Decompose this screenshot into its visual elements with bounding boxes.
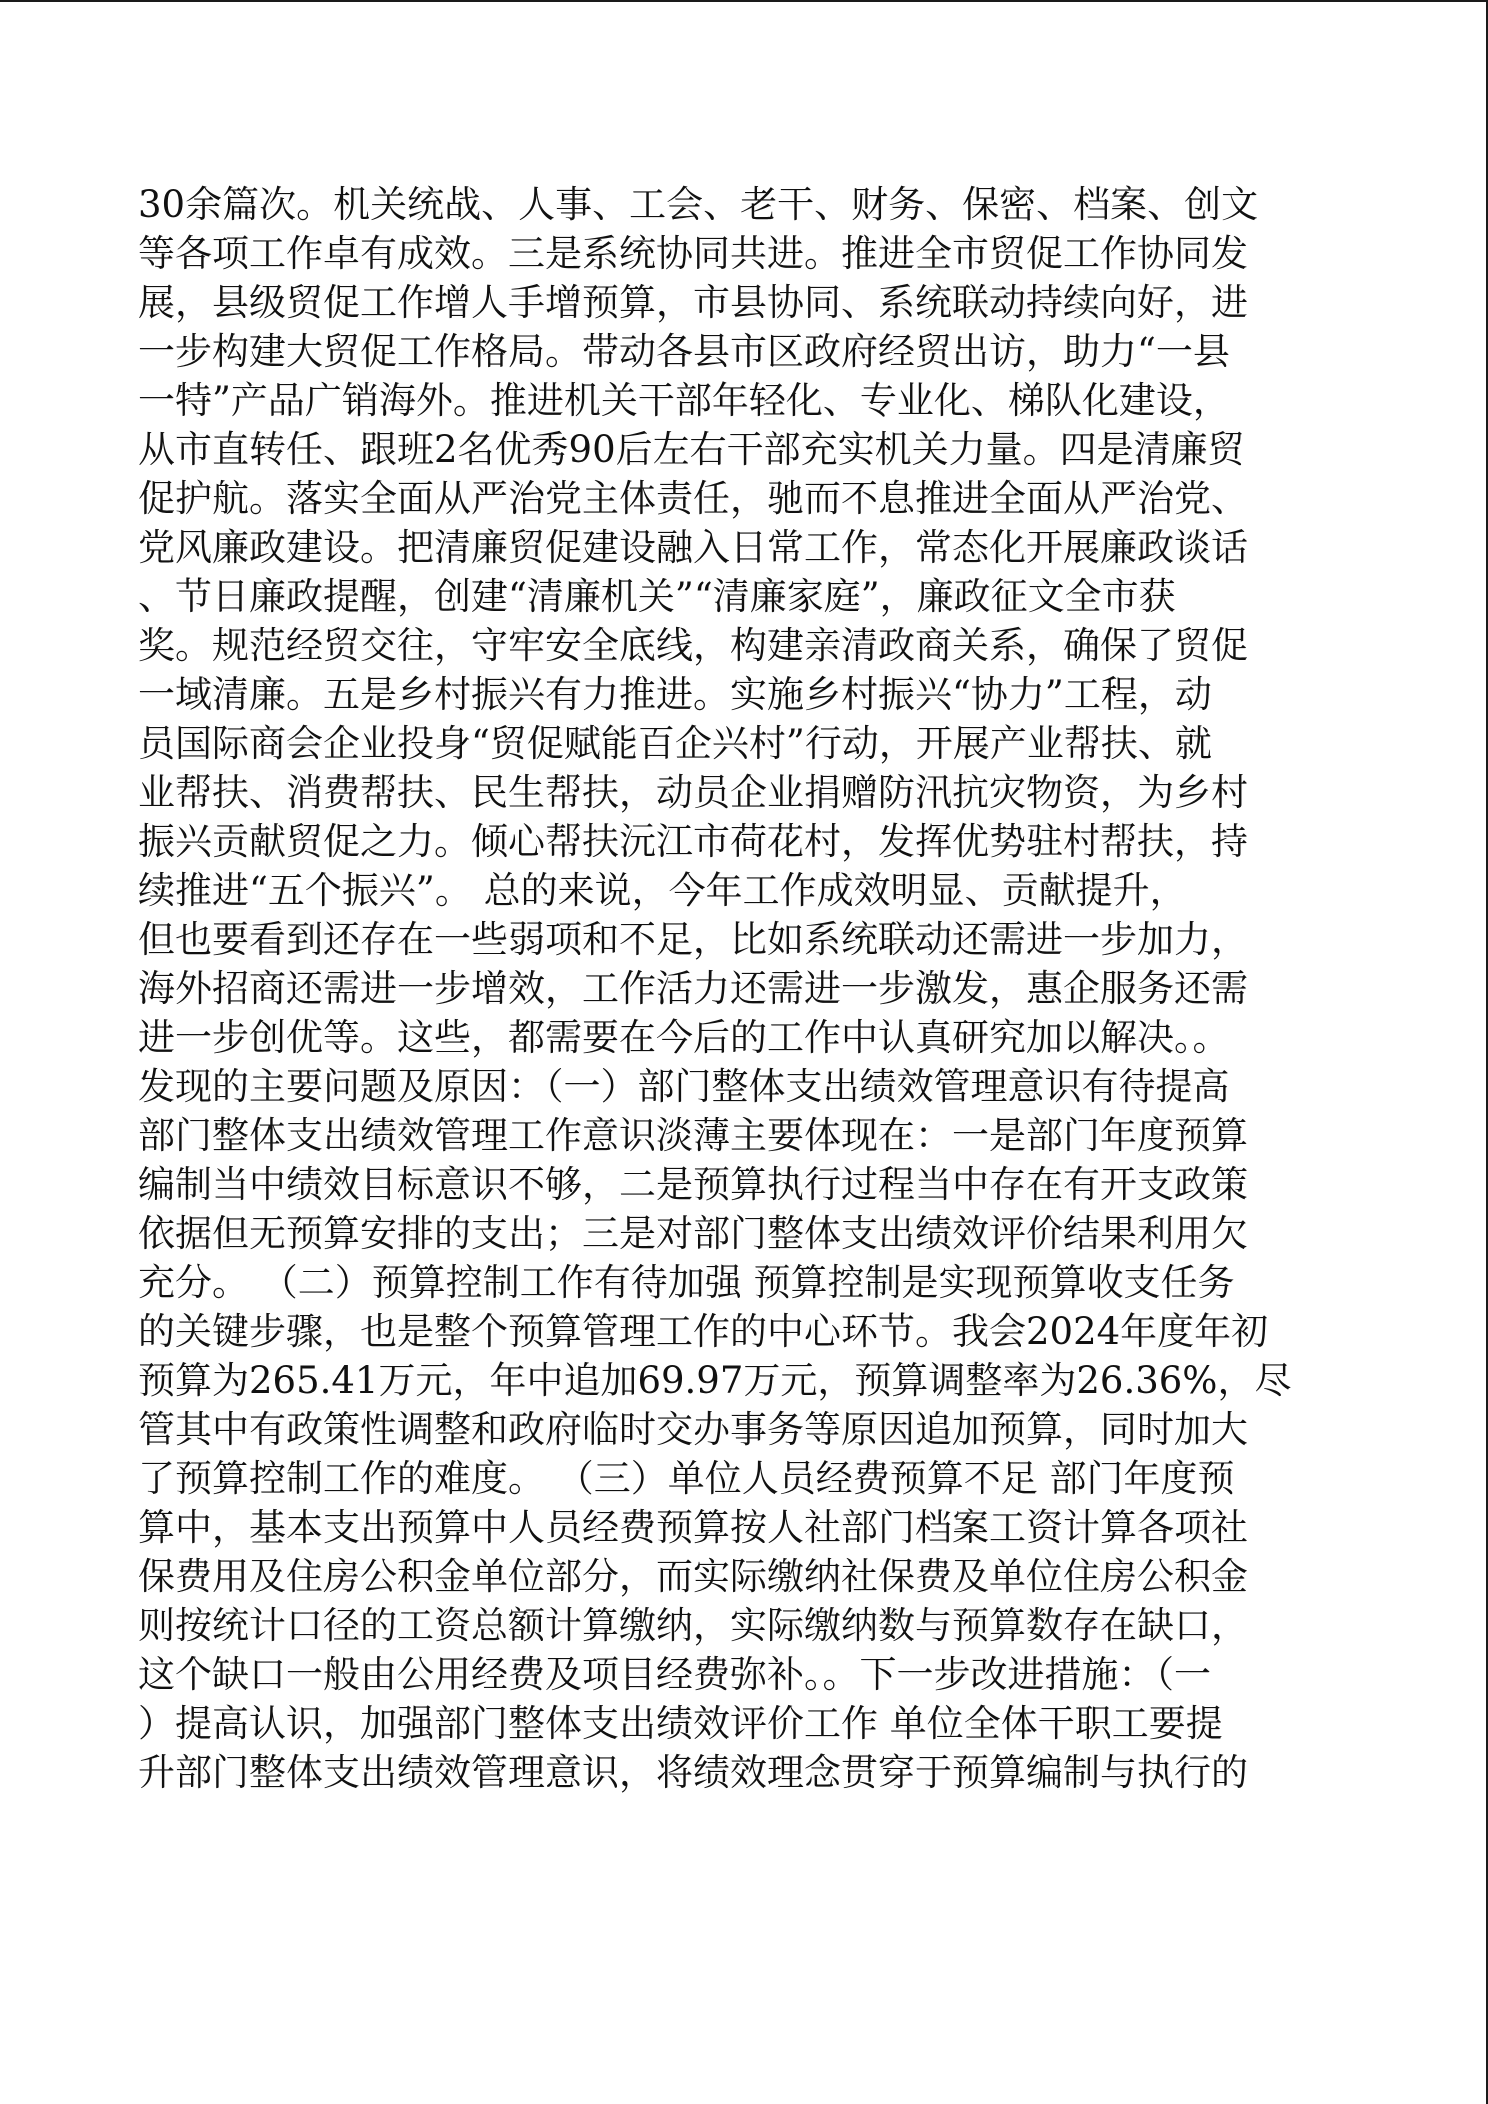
text-line-21: 编制当中绩效目标意识不够，二是预算执行过程当中存在有开支政策 — [138, 1163, 1248, 1206]
text-line-23: 充分。 （二）预算控制工作有待加强 预算控制是实现预算收支任务 — [138, 1261, 1235, 1304]
text-line-15: 续推进“五个振兴”。 总的来说，今年工作成效明显、贡献提升， — [138, 869, 1187, 912]
text-line-17: 海外招商还需进一步增效，工作活力还需进一步激发，惠企服务还需 — [138, 967, 1248, 1010]
text-line-7: 促护航。落实全面从严治党主体责任，驰而不息推进全面从严治党、 — [138, 477, 1248, 520]
text-line-31: 这个缺口一般由公用经费及项目经费弥补。。下一步改进措施：（一 — [138, 1653, 1211, 1696]
text-line-11: 一域清廉。五是乡村振兴有力推进。实施乡村振兴“协力”工程，动 — [138, 673, 1212, 716]
text-line-24: 的关键步骤，也是整个预算管理工作的中心环节。我会2024年度年初 — [138, 1310, 1269, 1353]
text-line-30: 则按统计口径的工资总额计算缴纳，实际缴纳数与预算数存在缺口， — [138, 1604, 1248, 1647]
text-line-1: 30余篇次。机关统战、人事、工会、老干、财务、保密、档案、创文 — [138, 183, 1259, 226]
text-line-26: 管其中有政策性调整和政府临时交办事务等原因追加预算，同时加大 — [138, 1408, 1248, 1451]
text-line-8: 党风廉政建设。把清廉贸促建设融入日常工作，常态化开展廉政谈话 — [138, 526, 1248, 569]
text-line-29: 保费用及住房公积金单位部分，而实际缴纳社保费及单位住房公积金 — [138, 1555, 1248, 1598]
text-line-27: 了预算控制工作的难度。 （三）单位人员经费预算不足 部门年度预 — [138, 1457, 1235, 1500]
text-line-25: 预算为265.41万元，年中追加69.97万元，预算调整率为26.36%，尽 — [138, 1359, 1292, 1402]
text-line-9: 、节日廉政提醒，创建“清廉机关”“清廉家庭”，廉政征文全市获 — [138, 575, 1176, 618]
text-line-18: 进一步创优等。这些，都需要在今后的工作中认真研究加以解决。。 — [138, 1016, 1230, 1059]
text-line-12: 员国际商会企业投身“贸促赋能百企兴村”行动，开展产业帮扶、就 — [138, 722, 1212, 765]
text-line-22: 依据但无预算安排的支出；三是对部门整体支出绩效评价结果利用欠 — [138, 1212, 1248, 1255]
text-line-4: 一步构建大贸促工作格局。带动各县市区政府经贸出访，助力“一县 — [138, 330, 1230, 373]
text-line-33: 升部门整体支出绩效管理意识，将绩效理念贯穿于预算编制与执行的 — [138, 1751, 1248, 1794]
text-line-13: 业帮扶、消费帮扶、民生帮扶，动员企业捐赠防汛抗灾物资，为乡村 — [138, 771, 1248, 814]
text-line-5: 一特”产品广销海外。推进机关干部年轻化、专业化、梯队化建设， — [138, 379, 1230, 422]
text-line-19: 发现的主要问题及原因：（一）部门整体支出绩效管理意识有待提高 — [138, 1065, 1230, 1108]
text-line-6: 从市直转任、跟班2名优秀90后左右干部充实机关力量。四是清廉贸 — [138, 428, 1245, 471]
text-line-14: 振兴贡献贸促之力。倾心帮扶沅江市荷花村，发挥优势驻村帮扶，持 — [138, 820, 1248, 863]
text-line-16: 但也要看到还存在一些弱项和不足，比如系统联动还需进一步加力， — [138, 918, 1248, 961]
text-line-3: 展，县级贸促工作增人手增预算，市县协同、系统联动持续向好，进 — [138, 281, 1248, 324]
document-body — [138, 180, 1358, 1797]
text-line-20: 部门整体支出绩效管理工作意识淡薄主要体现在：一是部门年度预算 — [138, 1114, 1248, 1157]
text-line-28: 算中，基本支出预算中人员经费预算按人社部门档案工资计算各项社 — [138, 1506, 1248, 1549]
text-line-2: 等各项工作卓有成效。三是系统协同共进。推进全市贸促工作协同发 — [138, 232, 1248, 275]
text-line-10: 奖。规范经贸交往，守牢安全底线，构建亲清政商关系，确保了贸促 — [138, 624, 1248, 667]
text-line-32: ）提高认识，加强部门整体支出绩效评价工作 单位全体干职工要提 — [138, 1702, 1223, 1745]
